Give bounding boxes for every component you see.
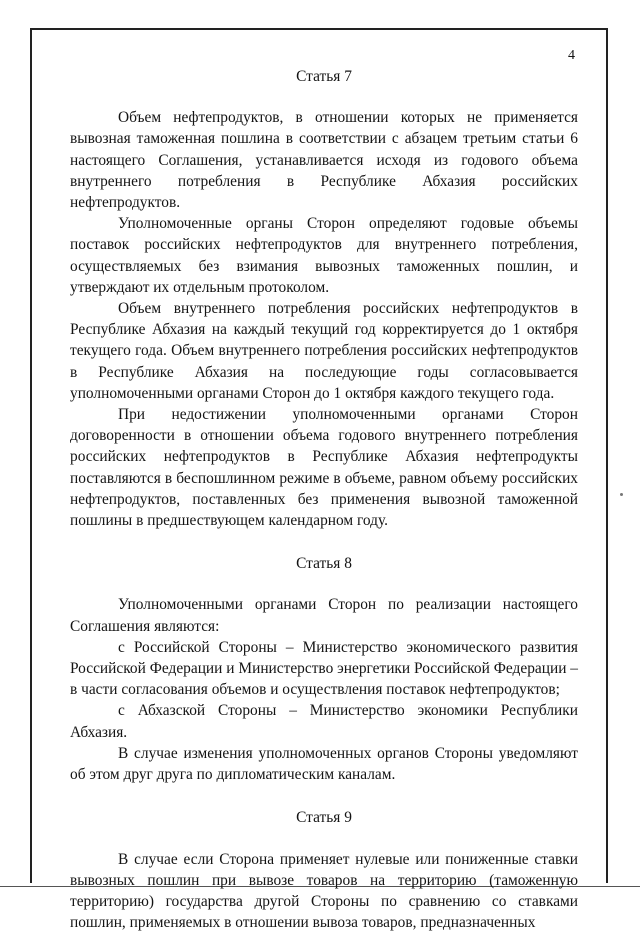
paragraph: При недостижении уполномоченными органами Сторон договоренности в отношении объема годового внутреннего потребления российских нефтепродуктов в Республике Абхазия нефтепродукты поставляются в беспошлинном режиме в объеме, равном объему российских нефтепродуктов, поставленных без применения вывозной таможенной пошлины в предшествующем календарном году. — [70, 404, 578, 531]
paragraph: с Российской Стороны – Министерство экономического развития Российской Федерации и Министерство энергетики Российской Федерации – в части согласования объемов и осуществления поставок нефтепродуктов; — [70, 637, 578, 701]
page-number: 4 — [568, 48, 575, 64]
article-9 — [70, 807, 578, 933]
document-body — [70, 66, 578, 933]
article-8 — [70, 553, 578, 785]
scan-speck — [620, 493, 623, 496]
article-heading: Статья 7 — [70, 66, 578, 87]
paragraph: Уполномоченные органы Сторон определяют годовые объемы поставок российских нефтепродуктов для внутреннего потребления, осуществляемых без взимания вывозных таможенных пошлин, и утверждают их отдельным протоколом. — [70, 213, 578, 298]
paragraph: с Абхазской Стороны – Министерство экономики Республики Абхазия. — [70, 700, 578, 742]
paragraph: Уполномоченными органами Сторон по реализации настоящего Соглашения являются: — [70, 594, 578, 636]
article-heading: Статья 8 — [70, 553, 578, 574]
article-heading: Статья 9 — [70, 807, 578, 828]
paragraph: Объем нефтепродуктов, в отношении которых не применяется вывозная таможенная пошлина в соответствии с абзацем третьим статьи 6 настоящего Соглашения, устанавливается исходя из годового объема внутреннего потребления в Республике Абхазия российских нефтепродуктов. — [70, 107, 578, 213]
paragraph: Объем внутреннего потребления российских нефтепродуктов в Республике Абхазия на каждый текущий год корректируется до 1 октября текущего года. Объем внутреннего потребления российских нефтепродуктов в Республике Абхазия на последующие годы согласовывается уполномоченными органами Сторон до 1 октября каждого текущего года. — [70, 298, 578, 404]
article-7 — [70, 66, 578, 531]
paragraph: В случае если Сторона применяет нулевые или пониженные ставки вывозных пошлин при вывозе товаров на территорию (таможенную территорию) государства другой Стороны по сравнению со ставками пошлин, применяемых в отношении вывоза товаров, предназначенных — [70, 849, 578, 933]
paragraph: В случае изменения уполномоченных органов Стороны уведомляют об этом друг друга по дипломатическим каналам. — [70, 743, 578, 785]
